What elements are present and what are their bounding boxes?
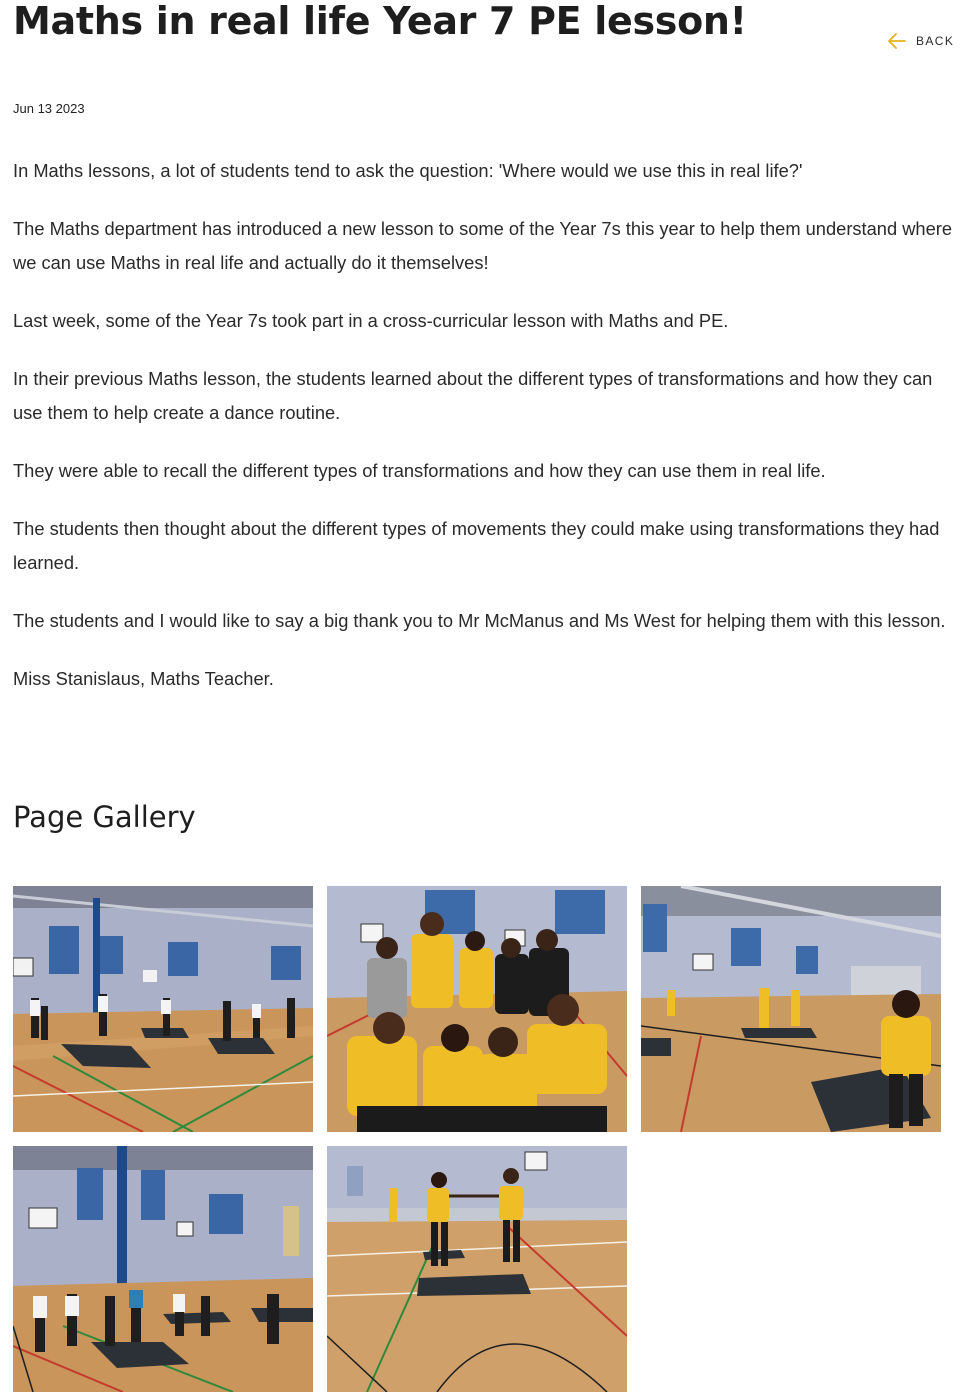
author-signoff: Miss Stanislaus, Maths Teacher.: [13, 668, 274, 689]
paragraph: The students then thought about the different types of movements they could make using transformations they had learned.: [13, 518, 940, 573]
gallery-heading: Page Gallery: [13, 800, 196, 834]
gallery-photo-5[interactable]: [327, 1146, 627, 1392]
arrow-left-icon: [887, 31, 907, 51]
paragraph: The students and I would like to say a big thank you to Mr McManus and Ms West for helping them with this lesson.: [13, 610, 946, 631]
paragraph: In Maths lessons, a lot of students tend to ask the question: 'Where would we use this in real life?': [13, 160, 803, 181]
gallery-photo-3[interactable]: [641, 886, 941, 1132]
paragraph: In their previous Maths lesson, the students learned about the different types of transformations and how they can use them to help create a dance routine.: [13, 368, 933, 423]
paragraph: Last week, some of the Year 7s took part in a cross-curricular lesson with Maths and PE.: [13, 310, 729, 331]
back-label: BACK: [916, 34, 955, 48]
article-body: [13, 154, 958, 720]
gallery-photo-1[interactable]: [13, 886, 313, 1132]
paragraph: The Maths department has introduced a new lesson to some of the Year 7s this year to help them understand where we can use Maths in real life and actually do it themselves!: [13, 218, 952, 273]
back-link[interactable]: [887, 30, 954, 52]
publish-date: Jun 13 2023: [13, 101, 85, 116]
gallery-photo-2[interactable]: [327, 886, 627, 1132]
paragraph: They were able to recall the different types of transformations and how they can use them in real life.: [13, 460, 826, 481]
gallery-photo-4[interactable]: [13, 1146, 313, 1392]
page-title: Maths in real life Year 7 PE lesson!: [13, 0, 747, 43]
